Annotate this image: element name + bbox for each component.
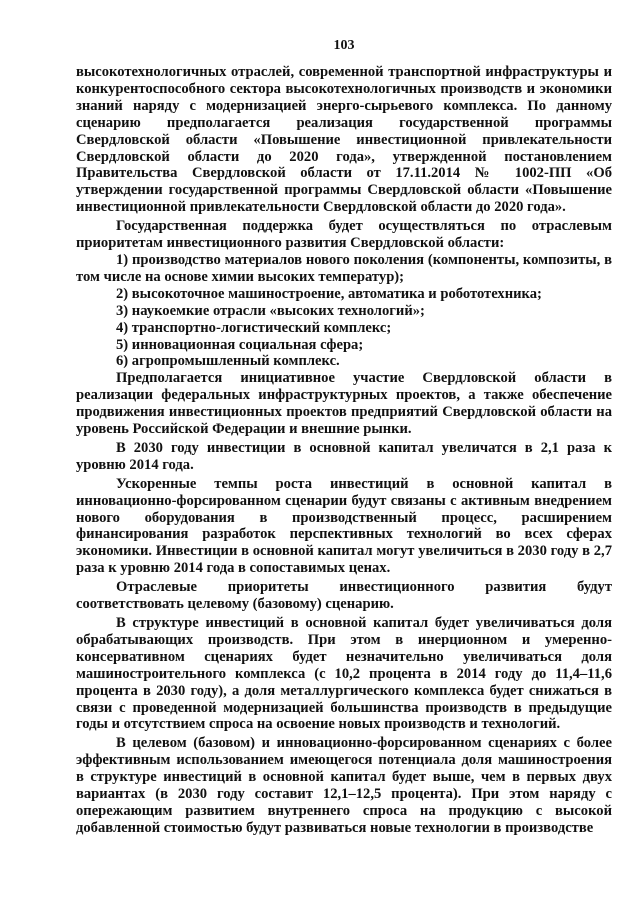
paragraph-intro: высокотехнологичных отраслей, современной транспортной инфраструктуры и конкурентоспособного сектора высокотехнологичных производств и экономики знаний наряду с модернизацией энерго-сырьевого комплекса. По данному сценарию предполагается реализация государственной программы Свердловской области «Повышение инвестиционной привлекательности Свердловской области до 2020 года», утвержденной постановлением Правительства Свердловской области от 17.11.2014 № 1002-ПП «Об утверждении государственной программы Свердловской области «Повышение инвестиционной привлекательности Свердловской области до 2020 года». bbox=[76, 64, 612, 216]
paragraph-target-scenario: В целевом (базовом) и инновационно-форсированном сценариях с более эффективным использованием имеющегося потенциала доля машиностроения в структуре инвестиций в основной капитал будет выше, чем в первых двух вариантах (в 2030 году составит 12,1–12,5 процента). При этом наряду с опережающим развитием внутреннего спроса на продукцию с высокой добавленной стоимостью будут развиваться новые технологии в производстве bbox=[76, 735, 612, 836]
document-body bbox=[76, 64, 612, 837]
page-number: 103 bbox=[333, 38, 355, 53]
paragraph-sector-priorities: Отраслевые приоритеты инвестиционного развития будут соответствовать целевому (базовому) сценарию. bbox=[76, 579, 612, 613]
list-item: 1) производство материалов нового поколения (компоненты, композиты, в том числе на основе химии высоких температур); bbox=[76, 251, 612, 285]
list-item: 6) агропромышленный комплекс. bbox=[116, 353, 340, 370]
list-item: 2) высокоточное машиностроение, автоматика и робототехника; bbox=[116, 285, 542, 302]
paragraph-investment-structure: В структуре инвестиций в основной капитал будет увеличиваться доля обрабатывающих производств. При этом в инерционном и умеренно-консервативном сценариях будет незначительно увеличиваться доля машиностроительного комплекса (с 10,2 процента в 2014 году до 11,4–11,6 процента в 2030 году), а доля металлургического комплекса будет снижаться в связи с проведенной модернизацией большинства производств в предыдущие годы и отсутствием спроса на освоение новых производств и технологий. bbox=[76, 615, 612, 733]
paragraph-investment-2030: В 2030 году инвестиции в основной капитал увеличатся в 2,1 раза к уровню 2014 года. bbox=[76, 439, 612, 473]
list-item: 3) наукоемкие отрасли «высоких технологий»; bbox=[116, 302, 425, 319]
list-item: 4) транспортно-логистический комплекс; bbox=[116, 319, 392, 336]
paragraph-initiative: Предполагается инициативное участие Свердловской области в реализации федеральных инфраструктурных проектов, а также обеспечение продвижения инвестиционных проектов предприятий Свердловской области на уровень Российской Федерации и внешние рынки. bbox=[76, 370, 612, 438]
list-item: 5) инновационная социальная сфера; bbox=[116, 336, 364, 353]
paragraph-state-support: Государственная поддержка будет осуществляться по отраслевым приоритетам инвестиционного развития Свердловской области: bbox=[76, 218, 612, 252]
priority-list bbox=[76, 252, 612, 370]
paragraph-accelerated-growth: Ускоренные темпы роста инвестиций в основной капитал в инновационно-форсированном сценарии будут связаны с активным внедрением нового оборудования в производственный процесс, расширением финансирования разработок перспективных технологий во всех сферах экономики. Инвестиции в основной капитал могут увеличиться в 2030 году в 2,7 раза к уровню 2014 года в сопоставимых ценах. bbox=[76, 475, 612, 577]
